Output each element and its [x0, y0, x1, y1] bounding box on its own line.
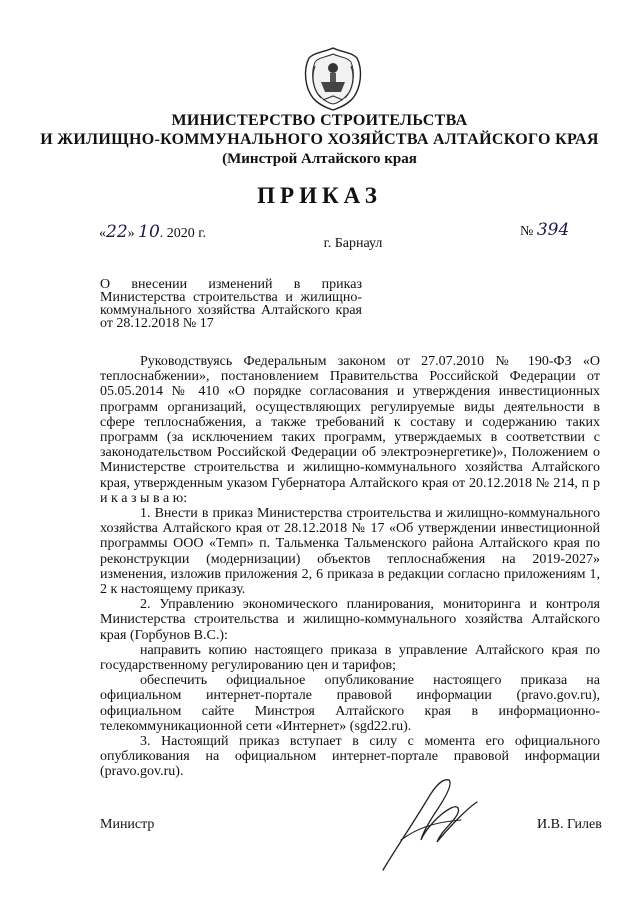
coat-of-arms-emblem — [299, 44, 367, 112]
item-1-paragraph: 1. Внести в приказ Министерства строительства и жилищно-коммунального хозяйства Алтайского края от 28.12.2018 № 17 «Об утверждении инвестиционной программы ООО «Темп» п. Тальменка Тальменского района Алтайского края по реконструкции (модернизации) объектов теплоснабжения на 2019-2027» изменения, изложив приложения 2, 6 приказа в редакции согласно приложениям 1, 2 к настоящему приказу. — [100, 506, 600, 598]
document-subject: О внесении изменений в приказ Министерства строительства и жилищно-коммунального хозяйства Алтайского края от 28.12.2018 № 17 — [100, 277, 362, 331]
number-handwritten: 394 — [536, 220, 570, 240]
number-sign: № — [520, 224, 534, 239]
item-2a-paragraph: направить копию настоящего приказа в управление Алтайского края по государственному регулированию цен и тарифов; — [100, 642, 600, 674]
ministry-name-line2: И ЖИЛИЩНО-КОММУНАЛЬНОГО ХОЗЯЙСТВА АЛТАЙСКОГО КРАЯ — [40, 131, 599, 148]
preamble-paragraph: Руководствуясь Федеральным законом от 27.07.2010 № 190-ФЗ «О теплоснабжении», постановлением Правительства Российской Федерации от 05.05.2014 № 410 «О порядке согласования и утверждения инвестиционных программ организаций, осуществляющих регулируемые виды деятельности в сфере теплоснабжения, а также требований к составу и содержанию таких программ (за исключением таких программ, утверждаемых в соответствии с законодательством Российской Федерации об электроэнергетике)», Положением о Министерстве строительства и жилищно-коммунального хозяйства Алтайского края, утвержденным указом Губернатора Алтайского края от 20.12.2018 № 214, п р и к а з ы в а ю: — [100, 354, 600, 506]
document-body — [100, 354, 600, 780]
ministry-name-line1: МИНИСТЕРСТВО СТРОИТЕЛЬСТВА — [171, 112, 468, 129]
date-month-handwritten: 10 — [138, 222, 160, 242]
date-close-quote: » — [127, 226, 135, 241]
date-year: . 2020 г. — [159, 226, 206, 241]
item-2-paragraph: 2. Управлению экономического планирования, мониторинга и контроля Министерства строительства и жилищно-коммунального хозяйства Алтайского края (Горбунов В.С.): — [100, 597, 600, 643]
date-open-quote: « — [99, 226, 106, 241]
signatory-name: И.В. Гилев — [537, 817, 602, 832]
signatory-position: Министр — [100, 817, 155, 832]
item-3-paragraph: 3. Настоящий приказ вступает в силу с момента его официального опубликования на официальном интернет-портале правовой информации (pravo.gov.ru). — [100, 734, 600, 780]
ministry-short-name: (Минстрой Алтайского края — [222, 151, 417, 167]
handwritten-signature — [365, 770, 495, 880]
date-day-handwritten: 22 — [106, 222, 128, 242]
city-label: г. Барнаул — [323, 236, 383, 251]
item-2b-paragraph: обеспечить официальное опубликование настоящего приказа на официальном интернет-портале правовой информации (pravo.gov.ru), официальном сайте Минстроя Алтайского края в информационно-телекоммуникационной сети «Интернет» (sgd22.ru). — [100, 673, 600, 734]
document-type-title: ПРИКАЗ — [257, 183, 382, 208]
